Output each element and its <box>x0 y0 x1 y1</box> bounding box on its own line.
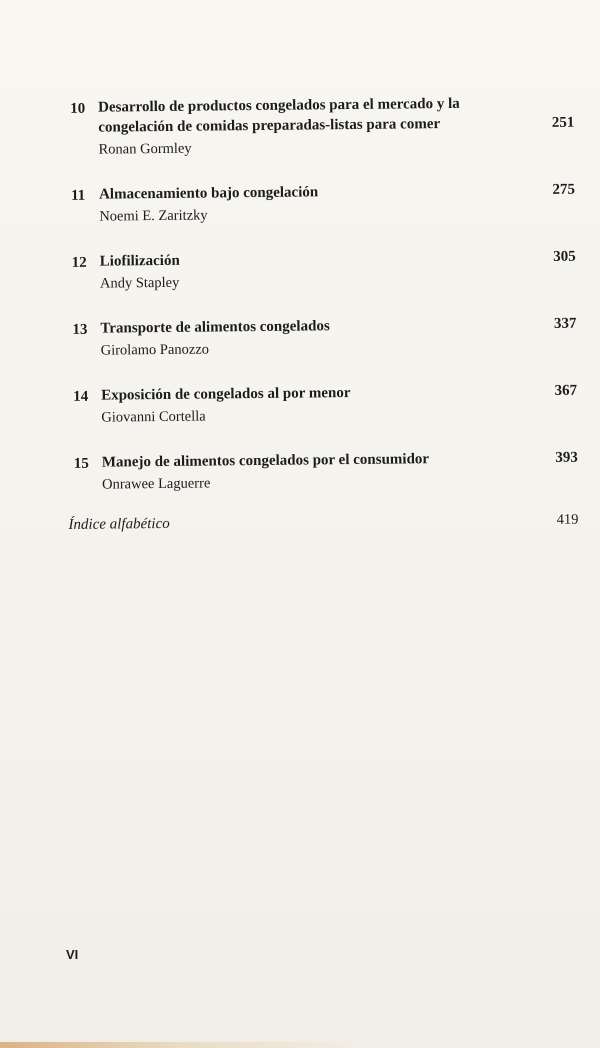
chapter-author: Noemi E. Zaritzky <box>99 207 208 225</box>
chapter-number: 14 <box>73 388 89 405</box>
page-edge-shadow <box>0 1042 600 1048</box>
chapter-author: Girolamo Panozzo <box>100 341 210 359</box>
chapter-page: 251 <box>551 114 575 131</box>
toc-entry-14 <box>67 378 583 428</box>
toc-entry-11 <box>65 177 581 227</box>
toc-entry-12 <box>66 244 582 294</box>
chapter-number: 12 <box>71 254 87 271</box>
toc-entry-15 <box>68 445 584 495</box>
chapter-title: Liofilización <box>99 252 180 270</box>
chapter-title: Exposición de congelados al por menor <box>101 385 351 404</box>
chapter-number: 11 <box>70 187 86 204</box>
table-of-contents <box>64 90 585 539</box>
chapter-title: Almacenamiento bajo congelación <box>98 184 319 203</box>
chapter-number: 15 <box>73 455 89 472</box>
chapter-page: 367 <box>554 382 578 399</box>
chapter-page: 275 <box>552 181 576 198</box>
chapter-author: Onrawee Laguerre <box>101 475 211 493</box>
chapter-number: 13 <box>72 321 88 338</box>
toc-index-entry <box>68 512 584 539</box>
chapter-author: Giovanni Cortella <box>101 408 206 426</box>
chapter-author: Andy Stapley <box>99 274 180 292</box>
index-page: 419 <box>556 511 579 528</box>
chapter-number: 10 <box>70 100 86 117</box>
chapter-author: Ronan Gormley <box>98 140 192 158</box>
page-folio: VI <box>66 947 79 962</box>
toc-entry-13 <box>66 311 582 361</box>
toc-entry-10 <box>64 90 581 160</box>
chapter-page: 305 <box>553 248 576 265</box>
chapter-page: 337 <box>553 315 577 332</box>
index-label: Índice alfabético <box>68 515 170 533</box>
chapter-title: Manejo de alimentos congelados por el consumidor <box>101 451 430 471</box>
chapter-title: Desarrollo de productos congelados para el mercado y la congelación de comidas preparadas-listas para comer <box>98 95 460 136</box>
chapter-page: 393 <box>555 449 578 466</box>
chapter-title: Transporte de alimentos congelados <box>100 318 330 337</box>
